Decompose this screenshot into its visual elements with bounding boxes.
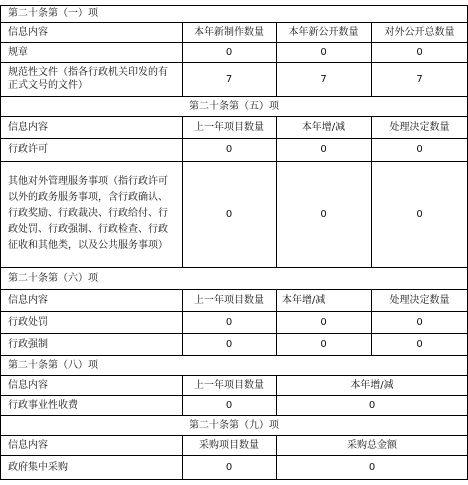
row-label: 政府集中采购 bbox=[8, 461, 68, 473]
header-cell: 本年增/减 bbox=[282, 294, 326, 306]
grid-line bbox=[371, 22, 372, 96]
value-cell: 0 bbox=[416, 338, 423, 350]
row-label: 行政强制 bbox=[8, 338, 48, 350]
header-cell: 上一年项目数量 bbox=[194, 121, 264, 133]
grid-line bbox=[0, 5, 1, 480]
value-cell: 0 bbox=[225, 338, 233, 350]
value-cell: 0 bbox=[416, 144, 423, 155]
value-cell: 7 bbox=[320, 73, 327, 85]
grid-line bbox=[0, 395, 468, 396]
row-label: 行政处罚 bbox=[8, 316, 48, 328]
grid-line bbox=[182, 22, 183, 96]
grid-line bbox=[182, 435, 183, 479]
grid-line bbox=[0, 375, 468, 376]
grid-line bbox=[0, 289, 468, 290]
value-cell: 0 bbox=[225, 144, 233, 155]
value-cell: 0 bbox=[320, 208, 327, 220]
header-cell: 信息内容 bbox=[8, 26, 48, 38]
grid-line bbox=[0, 62, 468, 63]
value-cell: 0 bbox=[225, 399, 233, 411]
grid-line bbox=[276, 116, 277, 267]
grid-line bbox=[276, 22, 277, 96]
header-cell: 信息内容 bbox=[8, 121, 48, 133]
grid-line bbox=[182, 375, 183, 415]
row-label: 行政许可 bbox=[8, 144, 48, 155]
header-cell: 处理决定数量 bbox=[389, 294, 450, 306]
row-label: 行政事业性收费 bbox=[8, 399, 78, 411]
grid-line bbox=[182, 289, 183, 355]
header-cell: 本年增/减 bbox=[301, 121, 346, 133]
section-title: 第二十条第（五）项 bbox=[189, 100, 279, 112]
value-cell: 7 bbox=[416, 73, 423, 85]
header-cell: 采购总金额 bbox=[347, 439, 397, 451]
grid-line bbox=[0, 479, 468, 480]
value-cell: 0 bbox=[225, 46, 233, 58]
header-cell: 信息内容 bbox=[8, 379, 48, 391]
grid-line bbox=[0, 96, 468, 97]
section-title: 第二十条第（六）项 bbox=[8, 272, 98, 284]
header-cell: 上一年项目数量 bbox=[194, 294, 264, 306]
value-cell: 0 bbox=[225, 208, 233, 220]
grid-line bbox=[0, 267, 468, 268]
section-title: 第二十条第（一）项 bbox=[8, 8, 98, 19]
grid-line bbox=[276, 375, 277, 415]
header-cell: 处理决定数量 bbox=[389, 121, 450, 133]
value-cell: 0 bbox=[320, 316, 327, 328]
value-cell: 0 bbox=[320, 46, 327, 58]
value-cell: 0 bbox=[416, 316, 423, 328]
grid-line bbox=[0, 311, 468, 312]
value-cell: 0 bbox=[320, 338, 327, 350]
grid-line bbox=[276, 435, 277, 479]
header-cell: 采购项目数量 bbox=[199, 439, 259, 451]
row-label: 规章 bbox=[8, 46, 28, 58]
grid-line bbox=[0, 5, 468, 6]
grid-line bbox=[0, 161, 468, 162]
header-cell: 本年增/减 bbox=[350, 379, 394, 391]
row-label: 规范性文件（指各行政机关印发的有正式文号的文件） bbox=[8, 67, 168, 91]
value-cell: 0 bbox=[320, 144, 327, 155]
section-title: 第二十条第（八）项 bbox=[8, 359, 98, 371]
value-cell: 0 bbox=[416, 208, 423, 220]
grid-line bbox=[371, 289, 372, 355]
grid-line bbox=[182, 116, 183, 267]
value-cell: 7 bbox=[225, 73, 233, 85]
header-cell: 本年新制作数量 bbox=[194, 26, 264, 38]
grid-line bbox=[276, 289, 277, 355]
grid-line bbox=[0, 138, 468, 139]
header-cell: 上一年项目数量 bbox=[194, 379, 264, 391]
grid-line bbox=[0, 22, 468, 23]
section-title: 第二十条第（九）项 bbox=[189, 419, 279, 431]
grid-line bbox=[0, 435, 468, 436]
header-cell: 信息内容 bbox=[8, 294, 48, 306]
value-cell: 0 bbox=[416, 46, 423, 58]
grid-line bbox=[0, 415, 468, 416]
grid-line bbox=[0, 333, 468, 334]
grid-line bbox=[0, 455, 468, 456]
grid-line bbox=[0, 355, 468, 356]
value-cell: 0 bbox=[225, 316, 233, 328]
grid-line bbox=[371, 116, 372, 267]
value-cell: 0 bbox=[368, 461, 376, 473]
row-label: 其他对外管理服务事项（指行政许可以外的政务服务事项，含行政确认、行政奖励、行政裁决、行政给付、行政处罚、行政强制、行政检查、行政征收和其他类，以及公共服务事项） bbox=[8, 176, 168, 251]
header-cell: 信息内容 bbox=[8, 439, 48, 451]
value-cell: 0 bbox=[368, 399, 376, 411]
header-cell: 对外公开总数量 bbox=[384, 26, 455, 38]
header-cell: 本年新公开数量 bbox=[288, 26, 359, 38]
grid-line bbox=[0, 116, 468, 117]
value-cell: 0 bbox=[225, 461, 233, 473]
grid-line bbox=[0, 42, 468, 43]
